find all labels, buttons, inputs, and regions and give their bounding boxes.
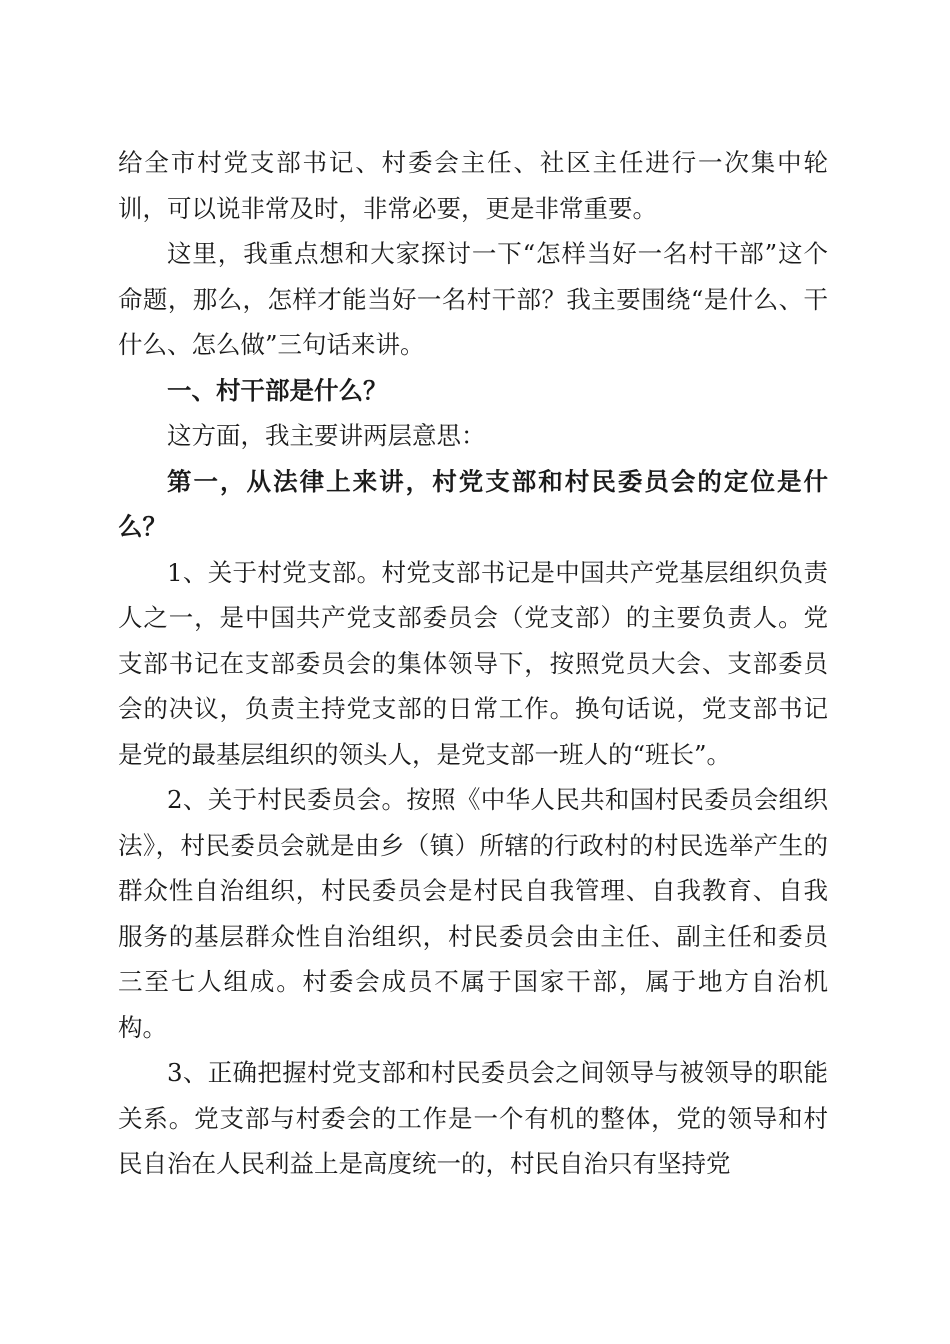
paragraph-topic-intro: 这里，我重点想和大家探讨一下“怎样当好一名村干部”这个命题，那么，怎样才能当好一名村干部？我主要围绕“是什么、干什么、怎么做”三句话来讲。 [118,239,828,359]
document-body [118,140,828,1187]
paragraph-section-intro: 这方面，我主要讲两层意思： [167,421,486,450]
paragraph-party-branch: 1、关于村党支部。村党支部书记是中国共产党基层组织负责人之一，是中国共产党支部委员会（党支部）的主要负责人。党支部书记在支部委员会的集体领导下，按照党员大会、支部委员会的决议，负责主持党支部的日常工作。换句话说，党支部书记是党的最基层组织的领头人，是党支部一班人的“班长”。 [118,557,828,769]
paragraph-villagers-committee: 2、关于村民委员会。按照《中华人民共和国村民委员会组织法》，村民委员会就是由乡（镇）所辖的行政村的村民选举产生的群众性自治组织，村民委员会是村民自我管理、自我教育、自我服务的基层群众性自治组织，村民委员会由主任、副主任和委员三至七人组成。村委会成员不属于国家干部，属于地方自治机构。 [118,785,828,1042]
subsection-heading-1: 第一，从法律上来讲，村党支部和村民委员会的定位是什么？ [118,466,828,541]
paragraph-relationship: 3、正确把握村党支部和村民委员会之间领导与被领导的职能关系。党支部与村委会的工作是一个有机的整体，党的领导和村民自治在人民利益上是高度统一的，村民自治只有坚持党 [118,1058,828,1178]
section-heading-1: 一、村干部是什么？ [167,375,388,405]
paragraph-continuation: 给全市村党支部书记、村委会主任、社区主任进行一次集中轮训，可以说非常及时，非常必要，更是非常重要。 [118,148,828,223]
